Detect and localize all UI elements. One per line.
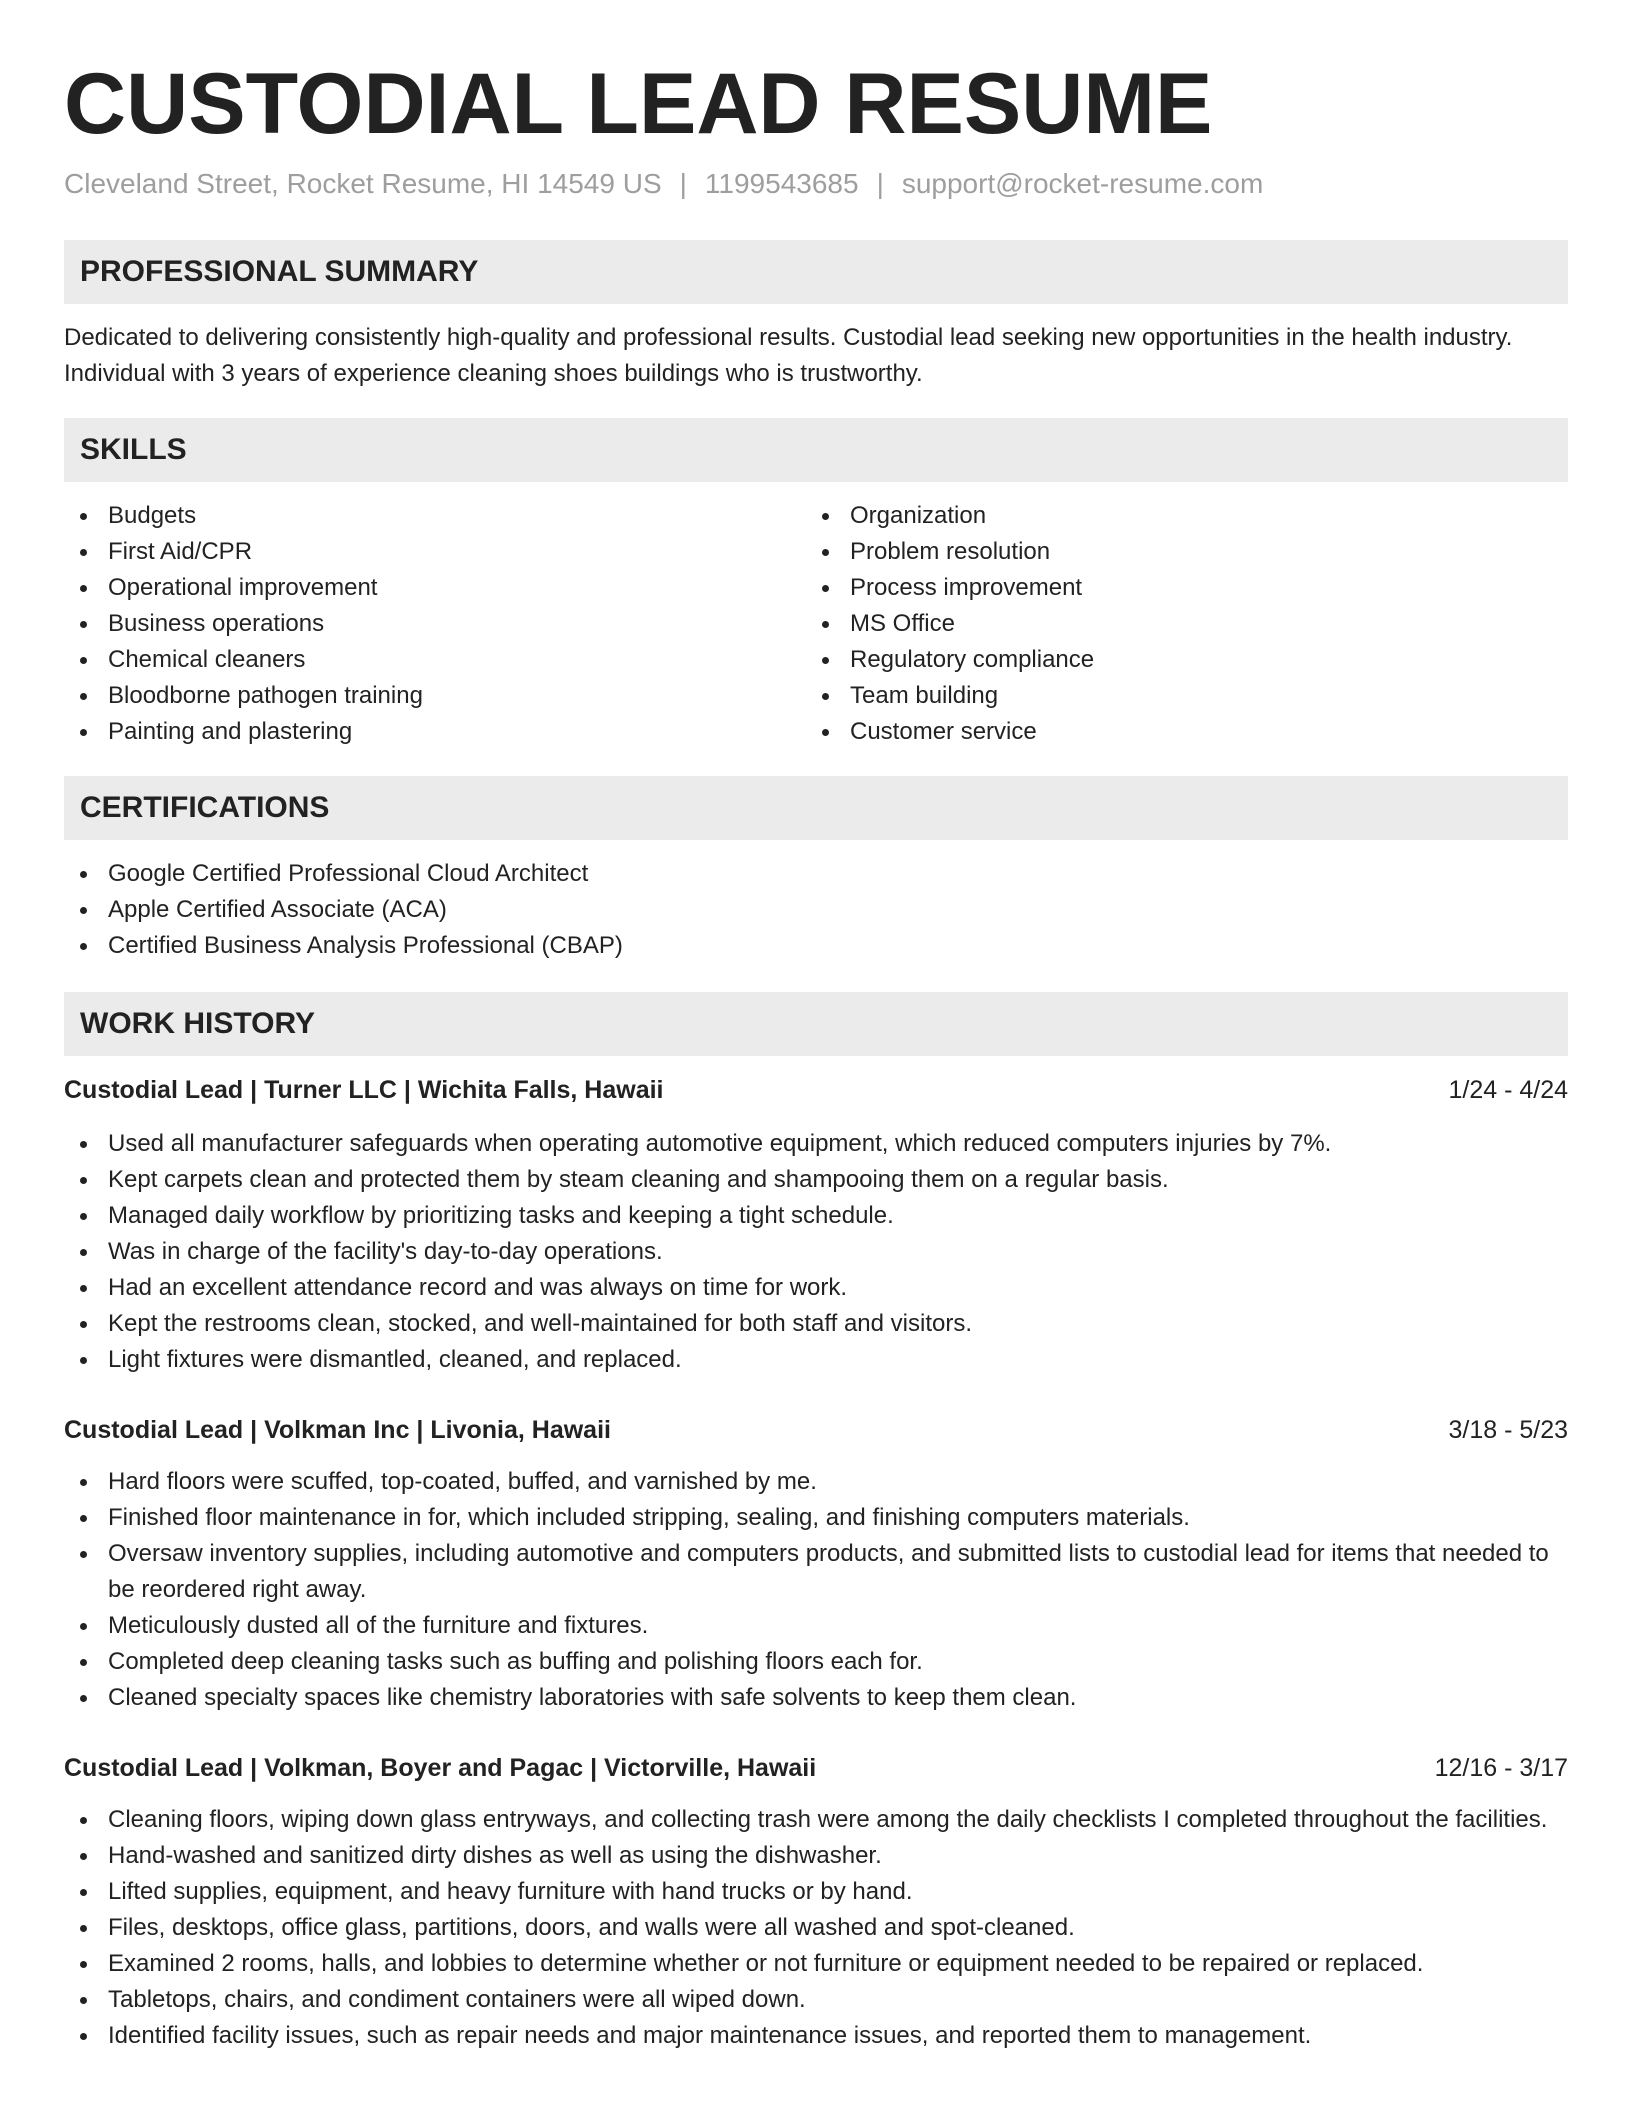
skills-columns (64, 498, 1568, 750)
list-item: Light fixtures were dismantled, cleaned, and replaced. (64, 1342, 1568, 1378)
list-item: Google Certified Professional Cloud Architect (64, 856, 1568, 892)
section-header-summary: PROFESSIONAL SUMMARY (64, 240, 1568, 304)
section-header-certifications: CERTIFICATIONS (64, 776, 1568, 840)
resume-title: CUSTODIAL LEAD RESUME (64, 56, 1213, 152)
resume-page (64, 0, 1568, 2054)
certifications-list (64, 856, 1568, 964)
contact-line (64, 166, 1568, 202)
skills-list-right (806, 498, 1548, 750)
job-header (64, 1072, 1568, 1108)
list-item: Chemical cleaners (64, 642, 806, 678)
job-entry (64, 1072, 1568, 1378)
list-item: Kept carpets clean and protected them by steam cleaning and shampooing them on a regular basis. (64, 1162, 1568, 1198)
list-item: Finished floor maintenance in for, which included stripping, sealing, and finishing computers materials. (64, 1500, 1568, 1536)
contact-separator: | (679, 168, 687, 199)
job-dates: 1/24 - 4/24 (1448, 1076, 1568, 1104)
list-item: First Aid/CPR (64, 534, 806, 570)
list-item: Used all manufacturer safeguards when operating automotive equipment, which reduced computers injuries by 7%. (64, 1126, 1568, 1162)
list-item: Apple Certified Associate (ACA) (64, 892, 1568, 928)
list-item: Cleaned specialty spaces like chemistry laboratories with safe solvents to keep them clean. (64, 1680, 1568, 1716)
list-item: Had an excellent attendance record and was always on time for work. (64, 1270, 1568, 1306)
job-title: Custodial Lead | Volkman, Boyer and Pagac | Victorville, Hawaii (64, 1754, 817, 1782)
list-item: Problem resolution (806, 534, 1548, 570)
list-item: Cleaning floors, wiping down glass entryways, and collecting trash were among the daily checklists I completed throughout the facilities. (64, 1802, 1568, 1838)
contact-separator: | (876, 168, 884, 199)
job-title: Custodial Lead | Volkman Inc | Livonia, Hawaii (64, 1416, 611, 1444)
job-dates: 12/16 - 3/17 (1434, 1754, 1568, 1782)
list-item: Hand-washed and sanitized dirty dishes as well as using the dishwasher. (64, 1838, 1568, 1874)
section-header-skills: SKILLS (64, 418, 1568, 482)
job-header (64, 1750, 1568, 1786)
skills-list-left (64, 498, 806, 750)
list-item: Kept the restrooms clean, stocked, and well-maintained for both staff and visitors. (64, 1306, 1568, 1342)
list-item: Painting and plastering (64, 714, 806, 750)
job-header (64, 1412, 1568, 1448)
list-item: Examined 2 rooms, halls, and lobbies to determine whether or not furniture or equipment needed to be repaired or replaced. (64, 1946, 1568, 1982)
list-item: Budgets (64, 498, 806, 534)
list-item: Meticulously dusted all of the furniture and fixtures. (64, 1608, 1568, 1644)
summary-text: Dedicated to delivering consistently high-quality and professional results. Custodial lead seeking new opportunities in the health industry. Individual with 3 years of experience cleaning shoes buildings who is trustworthy. (64, 324, 1513, 387)
list-item: Identified facility issues, such as repair needs and major maintenance issues, and reported them to management. (64, 2018, 1568, 2054)
section-header-work-history: WORK HISTORY (64, 992, 1568, 1056)
job-title: Custodial Lead | Turner LLC | Wichita Falls, Hawaii (64, 1076, 664, 1104)
list-item: Oversaw inventory supplies, including automotive and computers products, and submitted lists to custodial lead for items that needed to be reordered right away. (64, 1536, 1568, 1608)
list-item: Lifted supplies, equipment, and heavy furniture with hand trucks or by hand. (64, 1874, 1568, 1910)
list-item: Regulatory compliance (806, 642, 1548, 678)
list-item: Business operations (64, 606, 806, 642)
job-bullets (64, 1464, 1568, 1716)
list-item: Bloodborne pathogen training (64, 678, 806, 714)
list-item: Tabletops, chairs, and condiment containers were all wiped down. (64, 1982, 1568, 2018)
list-item: Certified Business Analysis Professional (CBAP) (64, 928, 1568, 964)
list-item: Operational improvement (64, 570, 806, 606)
list-item: Managed daily workflow by prioritizing tasks and keeping a tight schedule. (64, 1198, 1568, 1234)
list-item: Was in charge of the facility's day-to-day operations. (64, 1234, 1568, 1270)
list-item: Hard floors were scuffed, top-coated, buffed, and varnished by me. (64, 1464, 1568, 1500)
list-item: MS Office (806, 606, 1548, 642)
list-item: Team building (806, 678, 1548, 714)
list-item: Files, desktops, office glass, partitions, doors, and walls were all washed and spot-cleaned. (64, 1910, 1568, 1946)
contact-phone: 1199543685 (704, 168, 859, 199)
job-bullets (64, 1126, 1568, 1378)
list-item: Completed deep cleaning tasks such as buffing and polishing floors each for. (64, 1644, 1568, 1680)
contact-email[interactable]: support@rocket-resume.com (901, 168, 1264, 199)
job-bullets (64, 1802, 1568, 2054)
contact-address: Cleveland Street, Rocket Resume, HI 14549 US (64, 168, 662, 199)
job-entry (64, 1750, 1568, 2054)
list-item: Organization (806, 498, 1548, 534)
job-dates: 3/18 - 5/23 (1448, 1416, 1568, 1444)
list-item: Customer service (806, 714, 1548, 750)
job-entry (64, 1412, 1568, 1716)
list-item: Process improvement (806, 570, 1548, 606)
